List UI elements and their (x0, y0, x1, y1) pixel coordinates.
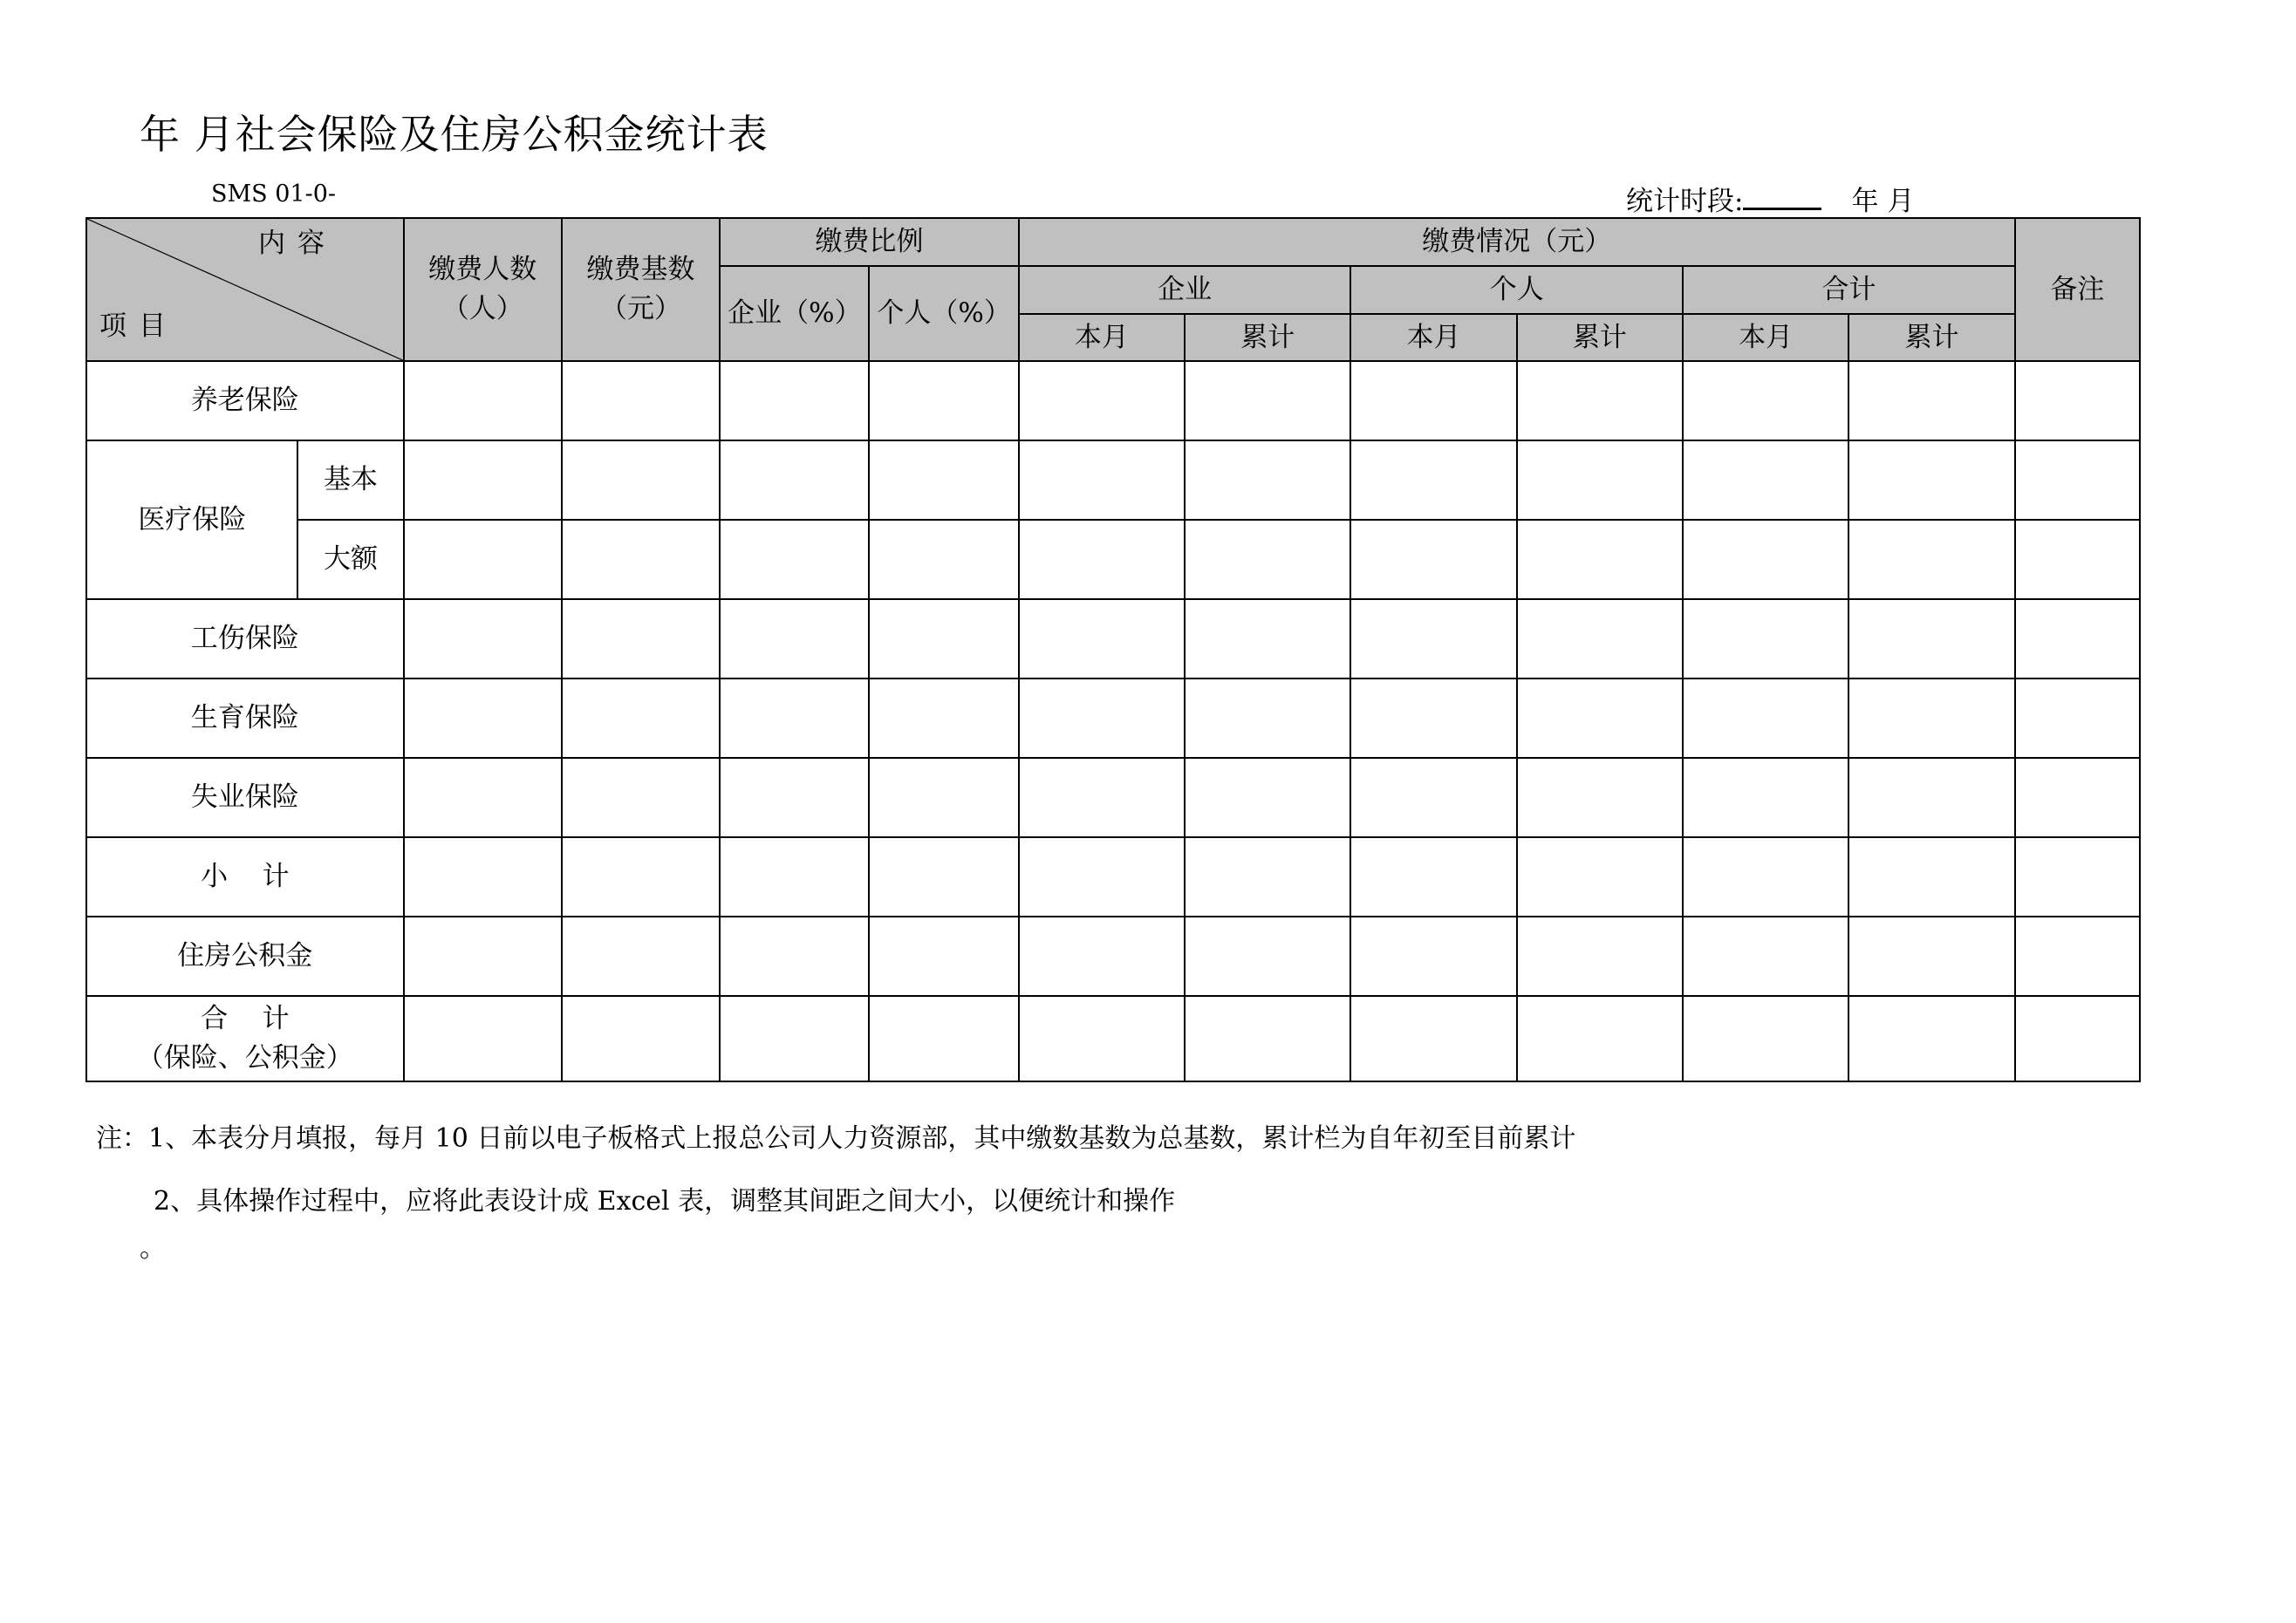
statistics-period (1626, 179, 1914, 221)
data-cell[interactable] (720, 440, 869, 520)
data-cell[interactable] (1848, 996, 2014, 1081)
headcount-header-line2: （人） (441, 293, 523, 324)
data-cell[interactable] (1683, 996, 1848, 1081)
headcount-header (404, 218, 562, 361)
data-cell[interactable] (1019, 837, 1185, 917)
data-cell[interactable] (1683, 599, 1848, 679)
data-cell[interactable] (2015, 679, 2140, 758)
enterprise-cumulative-header: 累计 (1185, 314, 1350, 361)
table-row (86, 837, 2140, 917)
data-cell[interactable] (1019, 679, 1185, 758)
data-cell[interactable] (869, 996, 1018, 1081)
data-cell[interactable] (562, 837, 720, 917)
data-cell[interactable] (1350, 758, 1516, 837)
data-cell[interactable] (1019, 996, 1185, 1081)
data-cell[interactable] (562, 996, 720, 1081)
data-cell[interactable] (1848, 520, 2014, 599)
data-cell[interactable] (869, 440, 1018, 520)
data-cell[interactable] (562, 917, 720, 996)
headcount-header-line1: 缴费人数 (428, 254, 537, 286)
data-cell[interactable] (1683, 520, 1848, 599)
table-row (86, 440, 2140, 520)
data-cell[interactable] (1848, 361, 2014, 440)
note-2: 2、具体操作过程中，应将此表设计成 Excel 表，调整其间距之间大小，以便统计和操作 (154, 1186, 1176, 1217)
data-cell[interactable] (2015, 758, 2140, 837)
data-cell[interactable] (404, 837, 562, 917)
data-cell[interactable] (2015, 440, 2140, 520)
diag-content-label: 内容 (258, 228, 337, 259)
row-label-total-line2: （保险、公积金） (136, 1042, 353, 1074)
data-cell[interactable] (1185, 440, 1350, 520)
data-cell[interactable] (404, 599, 562, 679)
table-row (86, 917, 2140, 996)
data-cell[interactable] (1185, 758, 1350, 837)
table-row (86, 996, 2140, 1081)
data-cell[interactable] (1350, 837, 1516, 917)
data-cell[interactable] (1848, 837, 2014, 917)
data-cell[interactable] (1185, 520, 1350, 599)
row-label-total-line1: 合 计 (201, 1003, 290, 1035)
data-cell[interactable] (1683, 679, 1848, 758)
data-cell[interactable] (1683, 837, 1848, 917)
data-cell[interactable] (720, 996, 869, 1081)
data-cell[interactable] (1350, 917, 1516, 996)
period-month-label: 月 (1887, 186, 1915, 217)
data-cell[interactable] (1350, 361, 1516, 440)
personal-cumulative-header: 累计 (1517, 314, 1683, 361)
data-cell[interactable] (404, 679, 562, 758)
data-cell[interactable] (562, 599, 720, 679)
data-cell[interactable] (1350, 599, 1516, 679)
row-label-housing-fund: 住房公积金 (86, 917, 404, 996)
data-cell[interactable] (1683, 361, 1848, 440)
data-cell[interactable] (1517, 996, 1683, 1081)
data-cell[interactable] (1517, 917, 1683, 996)
data-cell[interactable] (404, 758, 562, 837)
data-cell[interactable] (1350, 440, 1516, 520)
total-this-month-header: 本月 (1683, 314, 1848, 361)
data-cell[interactable] (1019, 440, 1185, 520)
data-cell[interactable] (1683, 440, 1848, 520)
data-cell[interactable] (720, 917, 869, 996)
data-cell[interactable] (404, 996, 562, 1081)
data-cell[interactable] (2015, 520, 2140, 599)
data-cell[interactable] (1848, 599, 2014, 679)
data-cell[interactable] (1848, 917, 2014, 996)
ratio-header: 缴费比例 (720, 218, 1019, 266)
table-row (86, 679, 2140, 758)
data-cell[interactable] (1517, 679, 1683, 758)
data-cell[interactable] (2015, 361, 2140, 440)
data-cell[interactable] (1517, 361, 1683, 440)
data-cell[interactable] (720, 520, 869, 599)
data-cell[interactable] (1517, 599, 1683, 679)
data-cell[interactable] (1517, 758, 1683, 837)
notes (96, 1116, 1575, 1289)
base-header-line1: 缴费基数 (586, 254, 695, 286)
data-cell[interactable] (1185, 917, 1350, 996)
form-code: SMS 01-0- (211, 181, 337, 208)
data-cell[interactable] (1185, 996, 1350, 1081)
period-year-label: 年 (1835, 179, 1887, 221)
data-cell[interactable] (1517, 520, 1683, 599)
data-cell[interactable] (404, 917, 562, 996)
data-cell[interactable] (1185, 599, 1350, 679)
data-cell[interactable] (404, 361, 562, 440)
data-cell[interactable] (869, 599, 1018, 679)
data-cell[interactable] (2015, 917, 2140, 996)
enterprise-this-month-header: 本月 (1019, 314, 1185, 361)
data-cell[interactable] (404, 440, 562, 520)
base-header-line2: （元） (600, 293, 682, 324)
data-cell[interactable] (720, 837, 869, 917)
data-cell[interactable] (1848, 679, 2014, 758)
diag-item-label: 项目 (99, 310, 178, 343)
ratio-personal-header: 个人（%） (869, 266, 1018, 361)
data-cell[interactable] (720, 599, 869, 679)
table-row (86, 520, 2140, 599)
data-cell[interactable] (1185, 361, 1350, 440)
data-cell[interactable] (720, 679, 869, 758)
data-cell[interactable] (1185, 679, 1350, 758)
row-label-medical-basic: 基本 (297, 440, 403, 520)
pay-total-header: 合计 (1683, 266, 2015, 314)
data-cell[interactable] (562, 758, 720, 837)
data-cell[interactable] (404, 520, 562, 599)
data-cell[interactable] (562, 361, 720, 440)
data-cell[interactable] (1848, 440, 2014, 520)
data-cell[interactable] (869, 837, 1018, 917)
statistics-table (85, 217, 2141, 1082)
data-cell[interactable] (869, 520, 1018, 599)
note-3: 。 (140, 1233, 166, 1264)
row-label-maternity: 生育保险 (86, 679, 404, 758)
data-cell[interactable] (869, 679, 1018, 758)
row-label-unemployment: 失业保险 (86, 758, 404, 837)
remarks-header: 备注 (2015, 218, 2140, 361)
total-cumulative-header: 累计 (1848, 314, 2014, 361)
data-cell[interactable] (562, 679, 720, 758)
period-label: 统计时段: (1626, 186, 1744, 217)
data-cell[interactable] (720, 758, 869, 837)
form-title: 年 月社会保险及住房公积金统计表 (140, 111, 769, 158)
data-cell[interactable] (869, 917, 1018, 996)
header-diagonal-cell (86, 218, 404, 361)
row-label-pension: 养老保险 (86, 361, 404, 440)
data-cell[interactable] (1683, 758, 1848, 837)
row-label-injury: 工伤保险 (86, 599, 404, 679)
pay-personal-header: 个人 (1350, 266, 1683, 314)
data-cell[interactable] (1848, 758, 2014, 837)
data-cell[interactable] (562, 440, 720, 520)
data-cell[interactable] (720, 361, 869, 440)
data-cell[interactable] (869, 361, 1018, 440)
table-row (86, 361, 2140, 440)
period-blank-field[interactable] (1743, 185, 1821, 210)
row-label-subtotal: 小 计 (86, 837, 404, 917)
table-row (86, 599, 2140, 679)
data-cell[interactable] (1019, 599, 1185, 679)
data-cell[interactable] (2015, 837, 2140, 917)
row-label-medical-major: 大额 (297, 520, 403, 599)
pay-enterprise-header: 企业 (1019, 266, 1351, 314)
data-cell[interactable] (1350, 679, 1516, 758)
data-cell[interactable] (1019, 917, 1185, 996)
data-cell[interactable] (1019, 361, 1185, 440)
personal-this-month-header: 本月 (1350, 314, 1516, 361)
note-1: 注：1、本表分月填报，每月 10 日前以电子板格式上报总公司人力资源部，其中缴数基数为总基数，累计栏为自年初至目前累计 (96, 1123, 1576, 1154)
data-cell[interactable] (562, 520, 720, 599)
data-cell[interactable] (1517, 440, 1683, 520)
data-cell[interactable] (1350, 996, 1516, 1081)
row-label-medical: 医疗保险 (86, 440, 297, 599)
data-cell[interactable] (1185, 837, 1350, 917)
data-cell[interactable] (1019, 758, 1185, 837)
data-cell[interactable] (1019, 520, 1185, 599)
data-cell[interactable] (1350, 520, 1516, 599)
table-row (86, 758, 2140, 837)
base-header (562, 218, 720, 361)
data-cell[interactable] (2015, 599, 2140, 679)
data-cell[interactable] (2015, 996, 2140, 1081)
ratio-enterprise-header: 企业（%） (720, 266, 869, 361)
row-label-total (86, 996, 404, 1081)
data-cell[interactable] (1683, 917, 1848, 996)
payment-header: 缴费情况（元） (1019, 218, 2015, 266)
data-cell[interactable] (869, 758, 1018, 837)
data-cell[interactable] (1517, 837, 1683, 917)
